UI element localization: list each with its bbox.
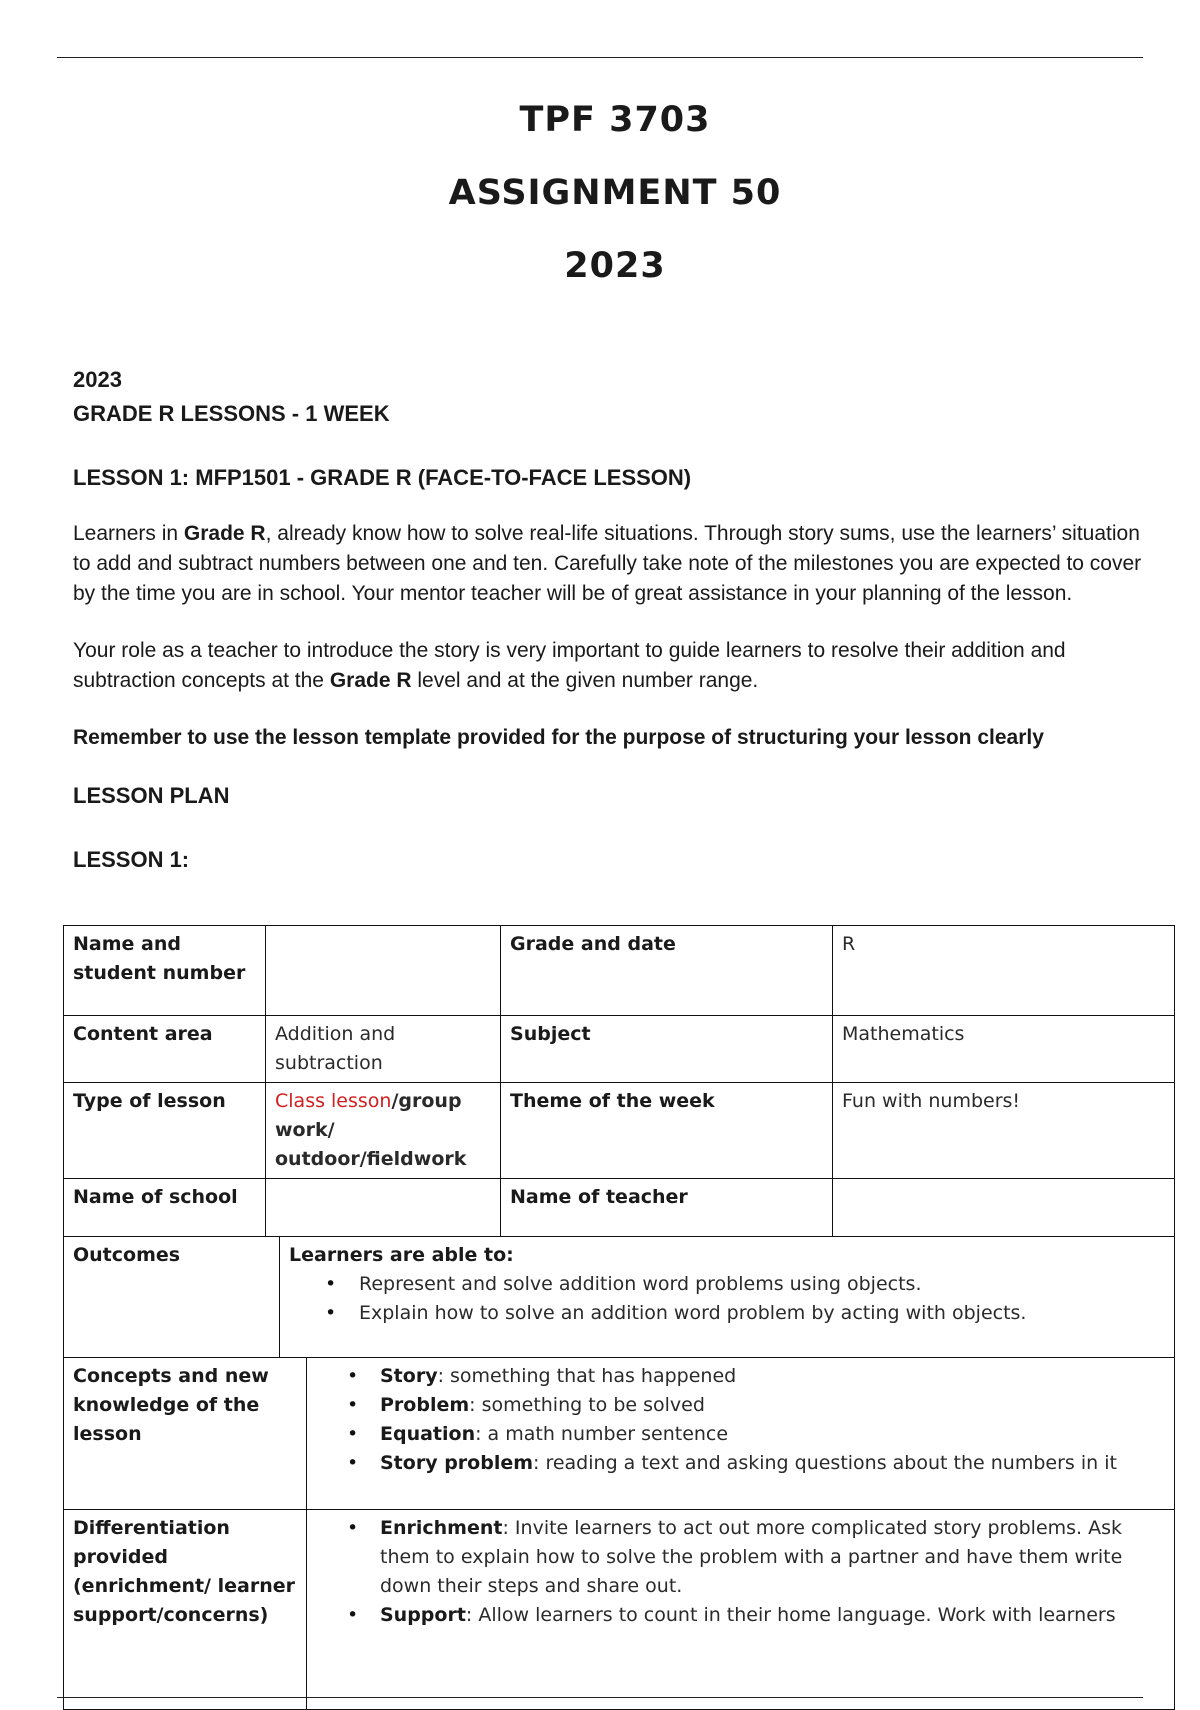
template-reminder: Remember to use the lesson template provided for the purpose of structuring your lesson clearly [73, 726, 1044, 749]
lesson-plan-heading: LESSON PLAN [73, 783, 230, 808]
grade-label: Grade and date [501, 926, 833, 1016]
intro-paragraph-2: Your role as a teacher to introduce the story is very important to guide learners to resolve their addition and subtraction concepts at the Grade R level and at the given number range. [73, 639, 1066, 692]
lesson-1-label: LESSON 1: [73, 847, 190, 872]
title-block [0, 95, 1200, 314]
table-row [64, 1016, 1175, 1083]
top-rule [57, 57, 1143, 58]
bottom-rule [57, 1697, 1143, 1698]
list-item: • Support: Allow learners to count in their home language. Work with learners [307, 1601, 1165, 1630]
outcomes-list [289, 1270, 1165, 1328]
subject-value: Mathematics [833, 1016, 1175, 1083]
list-item: • Equation: a math number sentence [307, 1420, 1165, 1449]
list-item: • Story: something that has happened [307, 1362, 1165, 1391]
list-item: • Problem: something to be solved [307, 1391, 1165, 1420]
name-value [266, 926, 501, 1016]
theme-label: Theme of the week [501, 1083, 833, 1179]
grade-value: R [833, 926, 1175, 1016]
grade-lessons-heading: GRADE R LESSONS - 1 WEEK [73, 401, 390, 426]
outcomes-value [280, 1237, 1175, 1358]
outcomes-label: Outcomes [64, 1237, 280, 1358]
list-item: • Story problem: reading a text and asking questions about the numbers in it [307, 1449, 1165, 1478]
school-value [266, 1179, 501, 1237]
course-code: TPF 3703 [519, 100, 711, 140]
lesson-plan-table-wrapper [63, 925, 1175, 1626]
concepts-value [307, 1358, 1175, 1510]
theme-value: Fun with numbers! [833, 1083, 1175, 1179]
intro-section [73, 365, 1143, 873]
teacher-label: Name of teacher [501, 1179, 833, 1237]
intro-paragraph-1: Learners in Grade R, already know how to solve real-life situations. Through story sums, use the learners’ situation to add and subtract numbers between one and ten. Carefully take note of the milestones you are expected to cover by the time you are in school. Your mentor teacher will be of great assistance in your planning of the lesson. [73, 522, 1142, 605]
list-item: • Enrichment: Invite learners to act out more complicated story problems. Ask them to explain how to solve the problem with a partner and have them write down their steps and share out. [307, 1514, 1165, 1601]
school-label: Name of school [64, 1179, 266, 1237]
type-of-lesson-value: Class lesson/group work/ outdoor/fieldwork [266, 1083, 501, 1179]
lesson-heading: LESSON 1: MFP1501 - GRADE R (FACE-TO-FACE LESSON) [73, 465, 692, 490]
table-row [64, 1358, 1175, 1510]
differentiation-label: Differentiation provided (enrichment/ learner support/concerns) [64, 1510, 307, 1710]
table-row [64, 1083, 1175, 1179]
concepts-label: Concepts and new knowledge of the lesson [64, 1358, 307, 1510]
name-label: Name and student number [64, 926, 266, 1016]
content-area-value: Addition and subtraction [266, 1016, 501, 1083]
content-area-label: Content area [64, 1016, 266, 1083]
table-row [64, 1237, 1175, 1358]
table-row [64, 926, 1175, 1016]
intro-year: 2023 [73, 367, 122, 392]
list-item: • Explain how to solve an addition word problem by acting with objects. [289, 1299, 1165, 1328]
teacher-value [833, 1179, 1175, 1237]
list-item: • Represent and solve addition word problems using objects. [289, 1270, 1165, 1299]
type-of-lesson-label: Type of lesson [64, 1083, 266, 1179]
concepts-list [307, 1362, 1165, 1478]
table-row [64, 1510, 1175, 1710]
differentiation-list [307, 1514, 1165, 1630]
differentiation-value [307, 1510, 1175, 1710]
title-year: 2023 [564, 246, 666, 286]
assignment-title: ASSIGNMENT 50 [448, 173, 782, 213]
lesson-plan-table [63, 925, 1175, 1710]
table-row [64, 1179, 1175, 1237]
outcomes-intro: Learners are able to: [289, 1244, 514, 1266]
subject-label: Subject [501, 1016, 833, 1083]
